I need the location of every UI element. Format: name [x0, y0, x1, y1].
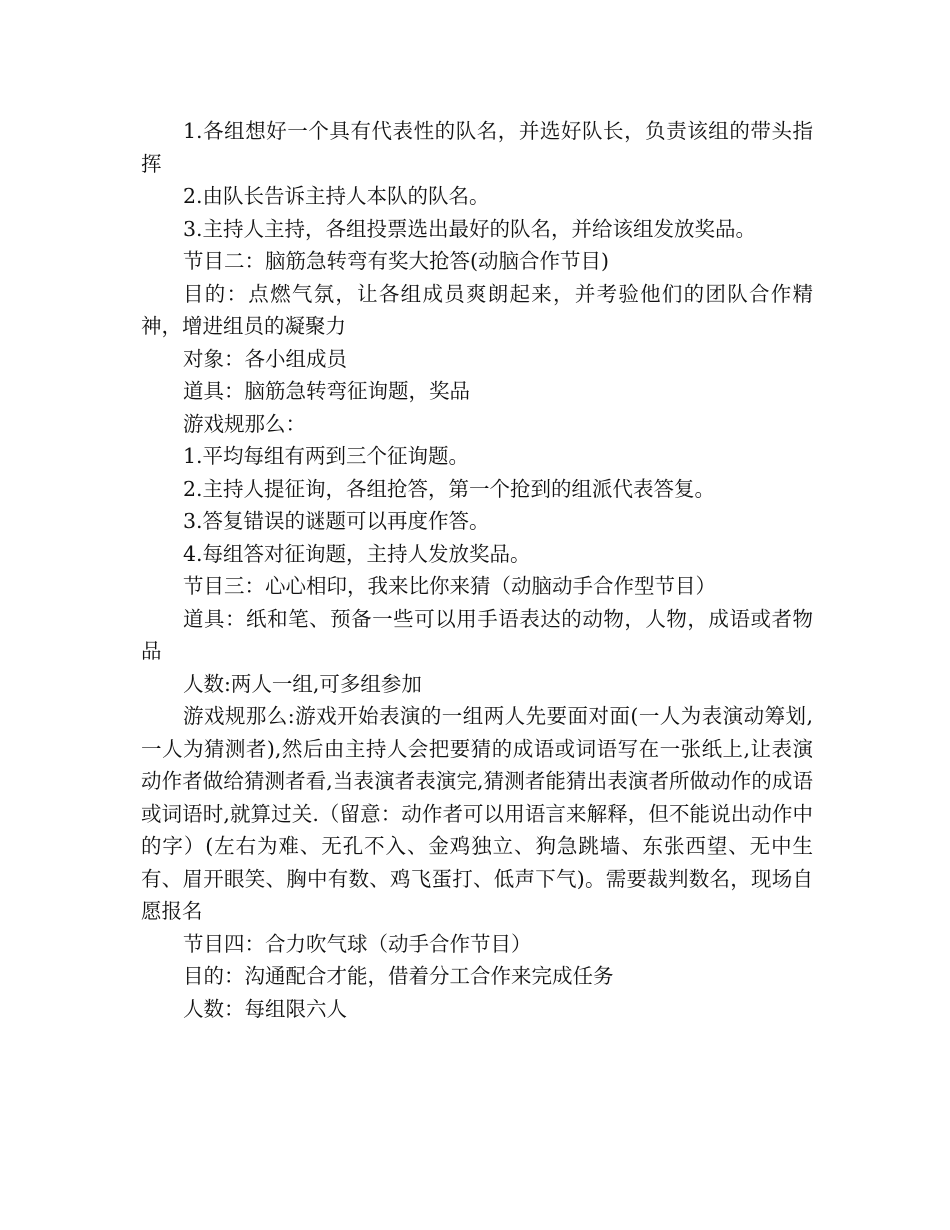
paragraph-program-3-rules: 游戏规那么:游戏开始表演的一组两人先要面对面(一人为表演动筹划,一人为猜测者),然后由主持人会把要猜的成语或词语写在一张纸上,让表演动作者做给猜测者看,当表演者表演完,猜测者能猜出表演者所做动作的成语或词语时,就算过关.（留意：动作者可以用语言来解释，但不能说出动作中的字）(左右为难、无孔不入、金鸡独立、狗急跳墙、东张西望、无中生有、眉开眼笑、胸中有数、鸡飞蛋打、低声下气)。需要裁判数名，现场自愿报名	[141, 704, 813, 923]
paragraph-program-4-purpose: 目的：沟通配合才能，借着分工合作来完成任务	[183, 964, 614, 988]
paragraph-team-name-rule-3: 3.主持人主持，各组投票选出最好的队名，并给该组发放奖品。	[183, 216, 757, 241]
paragraph-program-2-rule-3: 3.答复错误的谜题可以再度作答。	[183, 509, 490, 533]
paragraph-team-name-rule-2: 2.由队长告诉主持人本队的队名。	[183, 184, 490, 208]
section-heading-program-4: 节目四：合力吹气球（动手合作节目）	[183, 931, 532, 956]
paragraph-program-2-rule-1: 1.平均每组有两到三个征询题。	[183, 444, 470, 468]
paragraph-program-2-rule-2: 2.主持人提征询，各组抢答，第一个抢到的组派代表答复。	[183, 476, 716, 501]
paragraph-program-2-rules-heading: 游戏规那么：	[183, 411, 306, 436]
paragraph-program-3-props: 道具：纸和笔、预备一些可以用手语表达的动物，人物，成语或者物品	[141, 606, 813, 663]
paragraph-program-2-audience: 对象：各小组成员	[183, 346, 347, 371]
paragraph-team-name-rule-1: 1.各组想好一个具有代表性的队名，并选好队长，负责该组的带头指挥	[141, 119, 813, 176]
paragraph-program-2-props: 道具：脑筋急转弯征询题，奖品	[183, 379, 470, 403]
section-heading-program-3: 节目三：心心相印，我来比你来猜（动脑动手合作型节目）	[183, 574, 716, 598]
document-body	[141, 115, 813, 1025]
paragraph-program-3-participants: 人数:两人一组,可多组参加	[183, 671, 422, 696]
paragraph-program-2-purpose: 目的：点燃气氛，让各组成员爽朗起来，并考验他们的团队合作精神，增进组员的凝聚力	[141, 281, 813, 338]
section-heading-program-2: 节目二：脑筋急转弯有奖大抢答(动脑合作节目)	[183, 249, 609, 273]
paragraph-program-2-rule-4: 4.每组答对征询题，主持人发放奖品。	[183, 541, 531, 566]
paragraph-program-4-participants: 人数：每组限六人	[183, 996, 347, 1021]
